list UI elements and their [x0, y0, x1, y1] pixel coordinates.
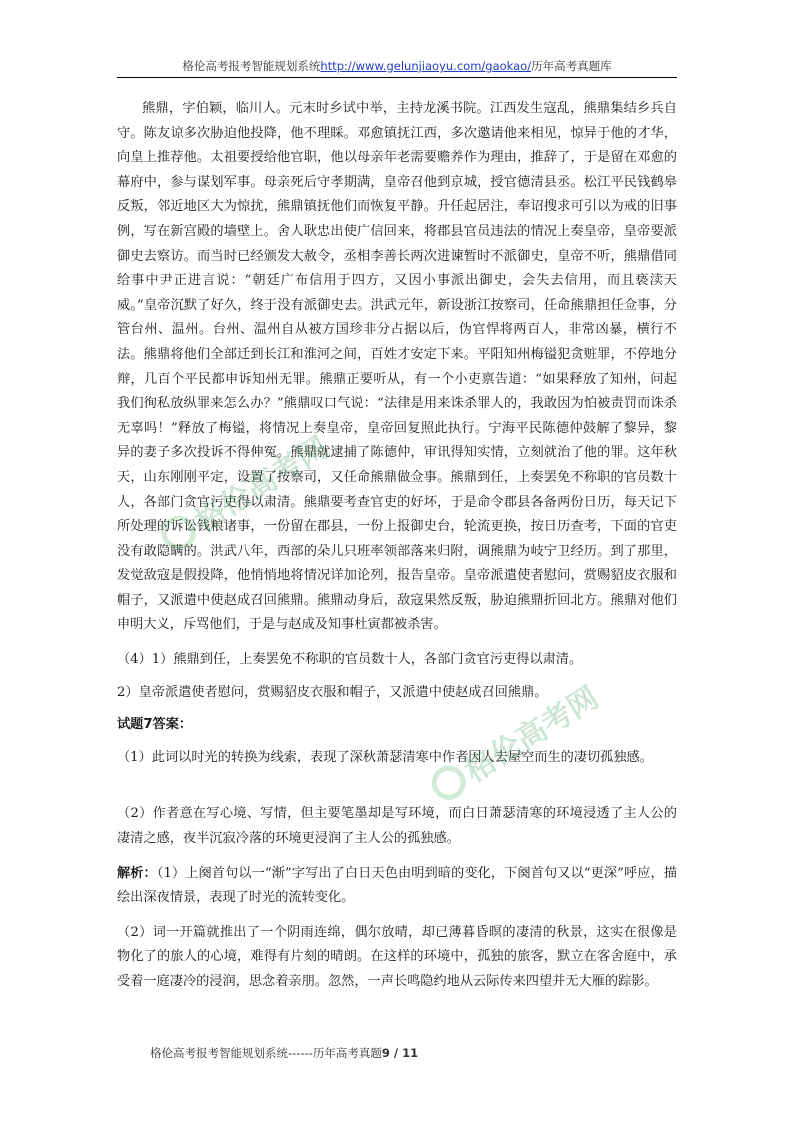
question-7-heading: 试题7答案：: [117, 717, 193, 733]
question-7-answer-2: （2）作者意在写心境、写情，但主要笔墨却是写环境，而白日萧瑟清寒的环境浸透了主人公的凄清之感，夜半沉寂冷落的环境更浸润了主人公的孤独感。: [117, 806, 677, 847]
page-number: 9 / 11: [381, 1046, 419, 1060]
analysis-1: [117, 862, 677, 911]
answer-4-part-1: （4）1）熊鼎到任，上奏罢免不称职的官员数十人，各部门贪官污吏得以肃清。: [117, 652, 583, 668]
document-body: [117, 97, 677, 995]
watermark-text: 格伦高考网: [189, 430, 335, 540]
footer-text: 格伦高考报考智能规划系统------历年高考真题: [150, 1046, 382, 1060]
page-header: [117, 58, 677, 78]
watermark-text: 格伦高考网: [459, 680, 605, 790]
answer-4-part-2: 2）皇帝派遣使者慰问，赏赐貂皮衣服和帽子，又派遣中使赵成召回熊鼎。: [117, 684, 548, 700]
header-prefix: 格伦高考报考智能规划系统: [182, 59, 321, 73]
analysis-2: （2）词一开篇就推出了一个阴雨连绵，偶尔放晴，却已薄暮昏暝的凄清的秋景，这实在很像是物化了的旅人的心境，难得有片刻的晴朗。在这样的环境中，孤独的旅客，默立在客舍庭中，承受着一庭凄冷的浸润，思念着亲朋。忽然，一声长鸣隐约地从云际传来四望并无大雁的踪影。: [117, 924, 677, 989]
biography-paragraph: 熊鼎，字伯颖，临川人。元末时乡试中举，主持龙溪书院。江西发生寇乱，熊鼎集结乡兵自守。陈友谅多次胁迫他投降，他不理睬。邓愈镇抚江西，多次邀请他来相见，惊异于他的才华，向皇上推荐他。太祖要授给他官职，他以母亲年老需要赡养作为理由，推辞了，于是留在邓愈的幕府中，参与谋划军事。母亲死后守孝期满，皇帝召他到京城，授官德清县丞。松江平民钱鹤皋反叛，邻近地区大为惊扰，熊鼎镇抚他们而恢复平静。升任起居注，奉诏搜求可引以为戒的旧事例，写在新宫殿的墙壁上。舍人耿忠出使广信回来，将郡县官员违法的情况上奏皇帝，皇帝要派御史去察访。而当时已经颁发大赦令，丞相李善长两次进谏暂时不派御史，皇帝不听，熊鼎借同给事中尹正进言说：“朝廷广布信用于四方，又因小事派出御史，会失去信用，而且亵渎天威。”皇帝沉默了好久，终于没有派御史去。洪武元年，新设浙江按察司，任命熊鼎担任佥事，分管台州、温州。台州、温州自从被方国珍非分占据以后，伪官悍将两百人，非常凶暴，横行不法。熊鼎将他们全部迁到长江和淮河之间，百姓才安定下来。平阳知州梅镒犯贪赃罪，不停地分辩，几百个平民都申诉知州无罪。熊鼎正要听从，有一个小吏禀告道：“如果释放了知州，问起我们徇私放纵罪来怎么办？”熊鼎叹口气说：“法律是用来诛杀罪人的，我敢因为怕被责罚而诛杀无辜吗！”释放了梅镒，将情况上奏皇帝，皇帝回复照此执行。宁海平民陈德仲鼓解了黎异，黎异的妻子多次投诉不得伸冤。熊鼎就逮捕了陈德仲，审讯得知实情，立刻就治了他的罪。这年秋天，山东刚刚平定，设置了按察司，又任命熊鼎做佥事。熊鼎到任，上奏罢免不称职的官员数十人，各部门贪官污吏得以肃清。熊鼎要考查官吏的好坏，于是命令郡县各备两份日历，每天记下所处理的诉讼钱粮诸事，一份留在郡县，一份上报御史台，轮流更换，按日历查考，下面的官吏没有敢隐瞒的。洪武八年，西部的朵儿只班率领部落来归附，调熊鼎为岐宁卫经历。到了那里，发觉敌寇是假投降，他悄悄地将情况详加论列，报告皇帝。皇帝派遣使者慰问，赏赐貂皮衣服和帽子，又派遣中使赵成召回熊鼎。熊鼎动身后，敌寇果然反叛，胁迫熊鼎折回北方。熊鼎对他们申明大义，斥骂他们，于是与赵成及知事杜寅都被杀害。: [117, 101, 677, 633]
analysis-label: 解析：: [117, 865, 157, 881]
header-link[interactable]: http://www.gelunjiaoyu.com/gaokao/: [320, 59, 532, 73]
analysis-1-text: （1）上阕首句以一“渐”字写出了白日天色由明到暗的变化，下阕首句又以“更深”呼应，描绘出深夜情景，表现了时光的流转变化。: [117, 865, 677, 906]
header-suffix: 历年高考真题库: [531, 59, 612, 73]
question-7-answer-1: （1）此词以时光的转换为线索，表现了深秋萧瑟清寒中作者因人去屋空而生的凄切孤独感。: [117, 749, 653, 765]
page-footer: [150, 1045, 418, 1061]
